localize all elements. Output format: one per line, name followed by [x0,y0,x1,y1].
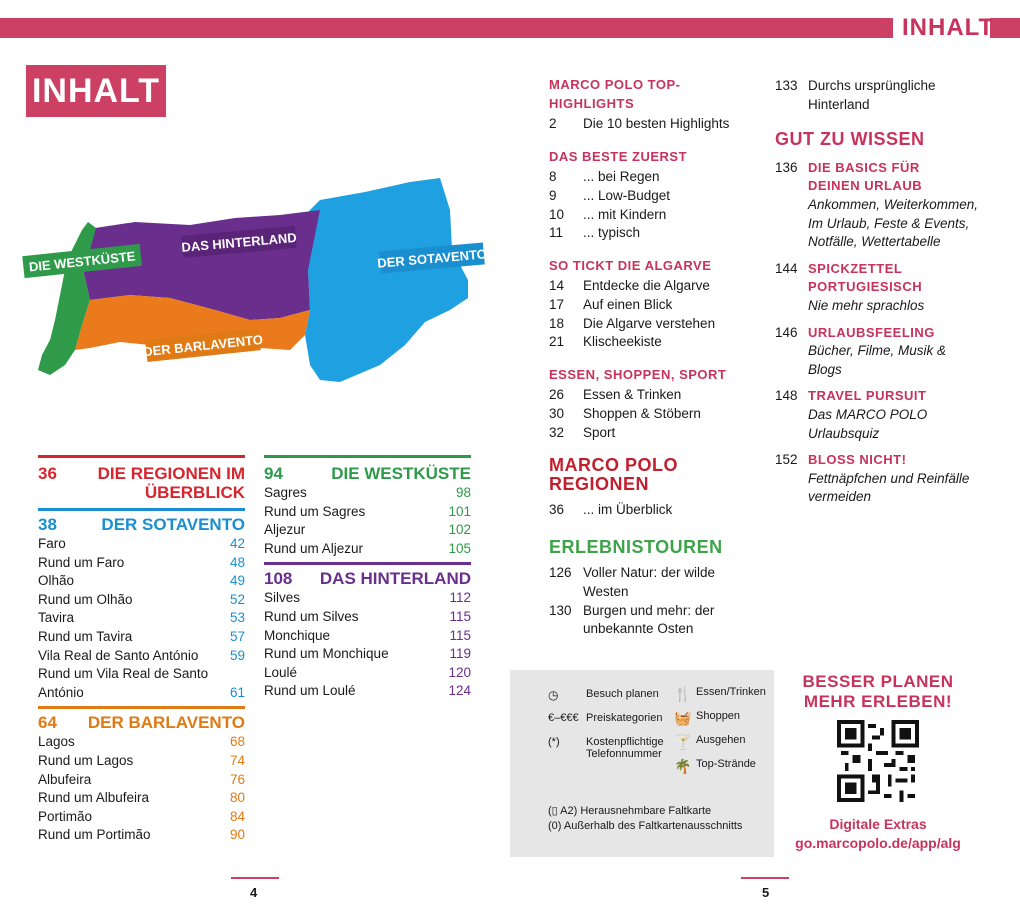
toc-text: ... typisch [583,225,641,241]
toc-page: 144 [775,260,798,276]
toc-description: Das MARCO POLO Urlaubsquiz [808,406,928,441]
toc-page: 30 [549,405,565,421]
region-item-page: 68 [229,734,245,750]
toc-entry[interactable] [549,386,764,405]
toc-entry[interactable] [775,387,1000,443]
promo-block [776,672,980,853]
toc-entry[interactable] [549,296,764,315]
toc-text: Voller Natur: der wilde Westen [583,565,716,600]
legend-visit [548,688,659,702]
region-map [20,170,490,400]
region-item-page: 57 [229,628,245,644]
barlavento-title: DER BARLAVENTO [87,713,245,733]
sotavento-list [38,535,245,702]
region-item-page: 115 [449,608,471,624]
region-item-page: 115 [449,627,471,643]
region-item-name: Albufeira [38,771,92,787]
toc-entry[interactable] [549,115,764,134]
region-item-page: 124 [448,683,471,699]
toc-text [808,324,1000,380]
overview-heading[interactable] [38,464,245,502]
toc-entry[interactable] [549,168,764,187]
region-item-page: 48 [229,554,245,570]
region-item-page: 80 [229,790,245,806]
toc-page: 21 [549,334,565,350]
toc-page: 133 [775,78,798,93]
toc-entry[interactable] [549,277,764,296]
region-list-item[interactable] [264,589,471,608]
region-list-item[interactable] [264,608,471,627]
toc-text: Essen & Trinken [583,387,682,403]
toc-page: 148 [775,388,798,404]
legend-phone [548,736,666,760]
region-item-page: 102 [448,522,471,538]
region-item-page: 84 [229,808,245,824]
region-list-item[interactable] [38,733,245,752]
page-number-rule-left [231,877,279,879]
toc-heading: BLOSS NICHT! [808,452,907,468]
region-item-page: 98 [455,485,471,500]
region-item-page: 49 [229,573,245,589]
region-item-name: Rund um Vila Real de Santo [38,666,209,682]
toc-description: Bücher, Filme, Musik & Blogs [808,343,947,377]
toc-text: ... mit Kindern [583,206,667,222]
regions-column-left [38,455,245,845]
region-item-name: Vila Real de Santo António [38,647,199,663]
toc-page: 146 [775,324,798,340]
toc-text: ... Low-Budget [583,187,671,203]
region-list-item[interactable] [38,554,245,573]
region-item-page: 105 [448,540,471,556]
toc-description: Ankommen, Weiterkommen, Im Urlaub, Feste & Events, Notfälle, Wettertabelle [808,196,979,250]
region-list-item[interactable] [264,503,471,522]
region-item-page: 53 [229,610,245,626]
qr-code-icon[interactable] [837,720,919,802]
region-item-name: Rund um Tavira [38,628,133,644]
region-item-page: 112 [449,590,471,606]
region-list-item[interactable] [264,627,471,646]
phone-icon: (*) [548,736,560,748]
region-list-item[interactable] [38,684,245,703]
region-item-name: Portimão [38,808,93,824]
legend-text: Ausgehen [696,734,746,746]
overview-page: 36 [38,464,57,483]
region-list-item[interactable] [38,771,245,790]
map-label-barlavento: DER BARLAVENTO [142,331,264,360]
page-title: INHALT [26,65,166,117]
region-list-item[interactable] [264,645,471,664]
toc-entry[interactable] [775,260,1000,316]
promo-url[interactable]: go.marcopolo.de/app/alg [795,835,961,851]
barlavento-heading[interactable] [38,713,245,733]
region-list-item[interactable] [38,535,245,554]
toc-text: Die 10 besten Highlights [583,116,730,132]
rule-westkueste [264,455,471,458]
toc-page: 10 [549,206,565,222]
region-list-item[interactable] [264,484,471,503]
region-item-page: 119 [449,646,471,662]
legend-text: Kostenpflichtige Telefonnummer [586,736,664,760]
region-item-name: Sagres [264,485,307,500]
rule-sotavento [38,508,245,511]
rule-hinterland [264,562,471,565]
region-item-name: Lagos [38,734,75,750]
essen-list [549,386,764,442]
toc-text: Durchs ursprüngliche Hinterland [808,78,936,112]
toc-page: 2 [549,116,557,132]
basket-icon: 🧺 [674,710,692,726]
toc-page: 32 [549,424,565,440]
region-item-name: Rund um Sagres [264,503,366,519]
legend-outside: (0) Außerhalb des Faltkartenausschnitts [548,820,743,832]
toc-text [808,451,1000,507]
legend-out [674,734,746,751]
toc-page: 17 [549,296,565,312]
hinterland-heading[interactable] [264,569,471,589]
header-title: INHALT [902,14,995,41]
toc-entry[interactable] [775,451,1000,507]
region-list-item[interactable] [264,664,471,683]
region-list-item[interactable] [38,647,245,666]
legend-text: Top-Strände [696,758,756,770]
region-list-item[interactable] [38,591,245,610]
legend-box [510,670,774,857]
header-bar [0,18,893,38]
toc-entry[interactable] [549,224,764,243]
region-item-name: Monchique [264,627,331,643]
toc-page: 130 [549,602,572,618]
region-list-item[interactable] [38,808,245,827]
toc-text [808,387,1000,443]
barlavento-page: 64 [38,713,57,733]
sotavento-page: 38 [38,515,57,534]
toc-text: ... im Überblick [583,502,673,518]
region-item-name: Rund um Olhão [38,591,133,607]
region-list-item[interactable] [38,572,245,591]
region-list-item[interactable] [38,628,245,647]
cutlery-icon: 🍴 [674,686,692,702]
region-item-name: Rund um Aljezur [264,540,364,556]
promo-headline-2: MEHR ERLEBEN! [803,692,953,711]
legend-beach [674,758,756,775]
region-item-name: Silves [264,590,301,606]
palm-icon: 🌴 [674,758,692,774]
toc-text: Auf einen Blick [583,296,673,312]
toc-text: Burgen und mehr: der unbekannte Osten [583,602,715,637]
rule-overview [38,455,245,458]
region-item-page: 74 [229,752,245,768]
price-icon: €–€€€ [548,712,579,724]
region-item-page: 90 [229,827,245,843]
toc-heading: SPICKZETTEL PORTUGIESISCH [808,260,923,295]
region-item-name: Rund um Portimão [38,827,151,843]
toc-entry[interactable] [775,159,1000,252]
region-item-name: Tavira [38,610,75,626]
region-item-page: 42 [229,536,245,551]
region-item-page: 101 [448,503,471,519]
regions-column-right [264,455,471,701]
region-item-page: 120 [448,664,471,680]
sec-top-highlights: MARCO POLO TOP-HIGHLIGHTS [549,77,681,111]
westkueste-title: DIE WESTKÜSTE [331,464,471,483]
overview-title: DIE REGIONEN IM ÜBERBLICK [97,464,245,502]
region-item-name: Rund um Lagos [38,752,134,768]
legend-text: Preiskategorien [586,712,663,724]
toc-page: 9 [549,187,557,203]
region-item-name: António [38,684,84,700]
toc-entry[interactable] [549,501,764,520]
region-list-item[interactable] [264,682,471,701]
region-item-name: Rund um Faro [38,554,125,570]
toc-entry[interactable] [549,315,764,334]
toc-entry[interactable] [549,424,764,443]
sec-beste-zuerst: DAS BESTE ZUERST [549,148,688,164]
legend-shop [674,710,740,727]
toc-entry[interactable] [549,206,764,225]
map-region-sotavento [295,178,468,382]
toc-page: 26 [549,387,565,403]
westkueste-heading[interactable] [264,464,471,484]
toc-page: 8 [549,169,557,185]
page-number-rule-right [741,877,789,879]
toc-entry[interactable] [549,405,764,424]
toc-text: Sport [583,424,616,440]
region-item-name: Rund um Silves [264,608,359,624]
region-item-name: Aljezur [264,522,306,538]
toc-page: 18 [549,315,565,331]
header-bar-end [990,18,1020,38]
toc-description: Nie mehr sprachlos [808,297,925,313]
legend-text: Shoppen [696,710,741,722]
region-item-page: 61 [229,684,245,700]
toc-right [775,77,1000,515]
toc-heading: DIE BASICS FÜR DEINEN URLAUB [808,159,923,194]
legend-price [548,712,662,724]
region-item-page: 76 [229,771,245,787]
map-region-westkueste [38,222,96,375]
region-item-name: Rund um Albufeira [38,790,150,806]
region-list-item[interactable] [264,521,471,540]
region-item-page: 52 [229,591,245,607]
legend-map-ref: (▯ A2) Herausnehmbare Faltkarte [548,805,712,817]
toc-description: Fettnäpfchen und Reinfälle vermeiden [808,470,970,505]
legend-food [674,686,766,703]
barlavento-list [38,733,245,845]
toc-heading: TRAVEL PURSUIT [808,388,927,404]
map-label-westkueste: DIE WESTKÜSTE [28,248,137,275]
toc-heading: URLAUBSFEELING [808,324,935,340]
sec-regionen: MARCO POLO REGIONEN [549,455,678,494]
page-number-left: 4 [250,885,258,900]
region-item-name: Rund um Monchique [264,646,389,662]
region-item-name: Rund um Loulé [264,683,356,699]
legend-text: Essen/Trinken [696,686,766,698]
toc-text: Entdecke die Algarve [583,278,710,294]
gut-zu-wissen-list [775,159,1000,507]
toc-text: Die Algarve verstehen [583,315,716,331]
rule-barlavento [38,706,245,709]
toc-page: 14 [549,278,565,294]
sec-erlebnistouren: ERLEBNISTOUREN [549,536,723,557]
toc-text [808,159,1000,252]
toc-entry[interactable] [775,77,1000,114]
sec-essen: ESSEN, SHOPPEN, SPORT [549,366,727,382]
so-tickt-list [549,277,764,351]
region-list-item[interactable] [38,826,245,845]
legend-text: Besuch planen [586,688,659,700]
region-list-item[interactable] [38,789,245,808]
map-label-sotavento: DER SOTAVENTO [376,246,488,271]
toc-page: 136 [775,159,798,175]
promo-digital-extras: Digitale Extras [829,816,927,832]
page-number-right: 5 [762,885,770,900]
clock-icon: ◷ [548,688,559,702]
westkueste-list [264,484,471,558]
beste-zuerst-list [549,168,764,242]
region-item-name: Olhão [38,573,75,589]
toc-entry[interactable] [549,333,764,352]
map-label-hinterland: DAS HINTERLAND [180,229,298,255]
toc-text: ... bei Regen [583,169,660,185]
toc-entry[interactable] [549,187,764,206]
promo-headline-1: BESSER PLANEN [802,672,954,691]
region-list-item[interactable] [38,609,245,628]
hinterland-page: 108 [264,569,293,589]
toc-text: Shoppen & Stöbern [583,405,701,421]
hinterland-title: DAS HINTERLAND [319,569,471,589]
region-list-item[interactable] [38,665,245,684]
sec-gut-zu-wissen: GUT ZU WISSEN [775,129,925,150]
region-item-page: 59 [229,647,245,663]
toc-page: 36 [549,502,565,518]
region-list-item[interactable] [38,752,245,771]
sotavento-title: DER SOTAVENTO [101,515,245,534]
westkueste-page: 94 [264,464,283,483]
cocktail-icon: 🍸 [674,734,692,750]
toc-entry[interactable] [549,602,764,639]
region-item-name: Faro [38,536,66,551]
toc-text [808,260,1000,316]
hinterland-list [264,589,471,701]
region-item-name: Loulé [264,664,298,680]
toc-page: 152 [775,452,798,468]
sotavento-heading[interactable] [38,515,245,535]
toc-entry[interactable] [549,564,764,601]
region-list-item[interactable] [264,540,471,559]
toc-entry[interactable] [775,324,1000,380]
toc-page: 11 [549,225,564,241]
toc-page: 126 [549,565,572,581]
toc-middle [549,64,764,639]
sec-so-tickt: SO TICKT DIE ALGARVE [549,257,712,273]
toc-text: Klischeekiste [583,334,662,350]
